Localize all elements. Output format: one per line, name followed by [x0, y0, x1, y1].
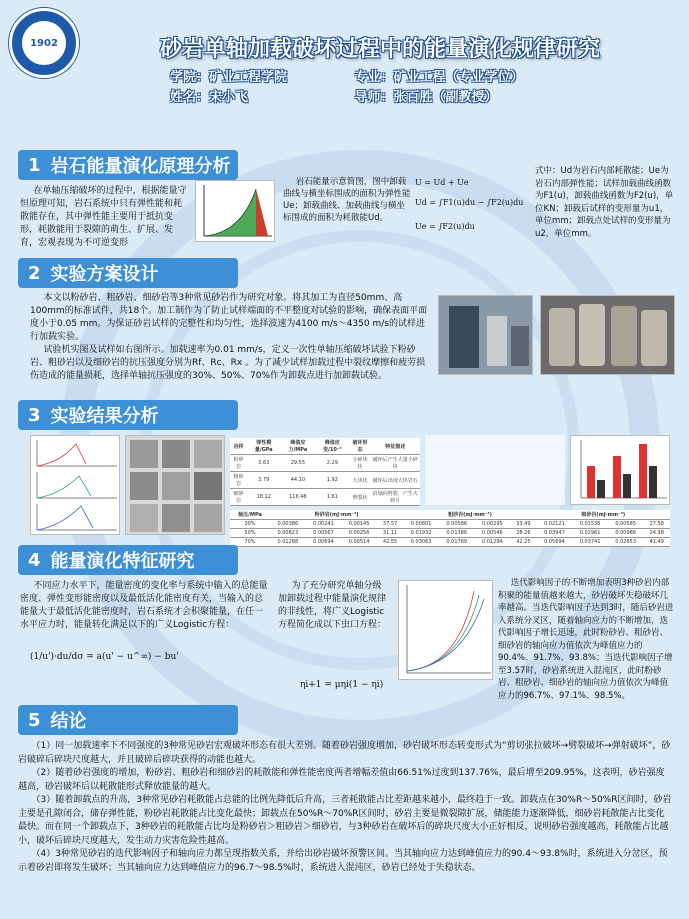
table-cell: 0.01294: [475, 538, 511, 547]
s2-paragraph-2: 试验机实图及试样如右图所示。加载速率为0.01 mm/s，定义一次性单轴压缩破坏试验下粉砂岩、粗砂岩以及细砂岩的抗压强度分别为Rf、Rc、Rx 。为了减少试样加载过程中裂纹摩擦和疲劳损伤造成的能量损耗，选择单轴抗压强度的30%、50%、70%作为卸载点进行加卸载试验。: [30, 345, 426, 381]
s1-legend: [535, 165, 675, 240]
s4-paragraph-1: [20, 580, 270, 632]
table-cell: 0.00386: [270, 520, 306, 529]
table-cell: 1.61: [315, 489, 349, 506]
s4-paragraph-3: [498, 577, 676, 702]
energy-diagram: [195, 180, 275, 242]
s4-p2-text: 为了充分研究单轴分级加卸载过程中能量演化规律的非线性，将广义Logistic方程简化成以下虫口方程：: [278, 581, 387, 630]
t1-header-cell: 破坏形态: [350, 438, 371, 455]
table-cell: 0.02653: [608, 538, 644, 547]
table-cell: 70%: [230, 538, 270, 547]
table-cell: 3.63: [247, 455, 281, 472]
name-label: 姓名：宋小飞: [170, 90, 249, 105]
section-2-header: [18, 258, 238, 288]
table-cell: 0.00585: [608, 520, 644, 529]
table-cell: 30%: [230, 520, 270, 529]
table-cell: 0.00567: [306, 529, 342, 538]
conclusion-item: （1）同一加载速率下不同强度的3种常见砂岩宏观破坏形态有很大差别。随着砂岩强度增加，砂岩破坏形态转变形式为“剪切张拉破坏→劈裂破坏→弹射破坏”，砂岩破碎后碎块尺度越大，并且破碎后碎块获得的动能也越大。: [18, 741, 671, 765]
table-cell: 2.29: [315, 455, 349, 472]
s1-intro-text: 在单轴压缩破坏的过程中，根据能量守恒原理可知，岩石系统中只有弹性能和耗散能存在，其中弹性能主要用于抵抗变形，耗散能用于裂隙的萌生、扩展、发育，宏观表现为不可逆变形: [20, 186, 187, 248]
table-cell: 0.05694: [537, 538, 573, 547]
table-row: [230, 455, 420, 472]
table-cell: 大块状: [350, 472, 371, 489]
table-row: [230, 489, 420, 506]
poster-header: [0, 0, 689, 115]
table-row: [230, 520, 670, 529]
table-row: [230, 538, 670, 547]
table-cell: 0.00295: [475, 520, 511, 529]
table-cell: 0.00514: [341, 538, 377, 547]
section-1-header: [18, 150, 238, 180]
t1-header-cell: 峰值应力/MPa: [281, 438, 316, 455]
advisor-label: 导师：张百胜（副教授）: [354, 90, 498, 105]
major-label: 专业：矿业工程（专业学位）: [354, 70, 524, 85]
energy-density-table: [230, 510, 670, 547]
s4-p3-text: 迭代影响因子的不断增加表明3种砂岩内部积聚的能量值越来越大，砂岩破坏失稳破坏几率越高。当迭代影响因子达到3时，随后砂岩进入系统分叉区，随着轴向应力的不断增加，迭代影响因子增长迅速，此时粉砂岩、粗砂岩、细砂岩的轴向应力值依次为峰值应力的90.4%、91.7%、93.8%；当迭代影响因子增至3.57时，砂岩系统进入混沌区，此时粉砂岩、粗砂岩、细砂岩的轴向应力值依次为峰值应力的96.7%、97.1%、98.5%。: [498, 578, 674, 701]
section-3-number: 3: [28, 404, 41, 426]
table-cell: 0.01536: [572, 520, 608, 529]
section-1-number: 1: [28, 154, 41, 176]
formula-dissipated-energy: Ud = ∫F1(u)du − ∫F2(u)du: [415, 198, 524, 207]
table-cell: 0.00256: [341, 529, 377, 538]
table-cell: 0.01932: [403, 529, 439, 538]
table-cell: 0.00586: [439, 520, 475, 529]
section-5-header: [18, 705, 238, 735]
stress-strain-plots: [30, 435, 120, 535]
energy-bar-chart: [570, 435, 670, 505]
table-cell: 0.00823: [270, 529, 306, 538]
logo-year: 1902: [22, 21, 66, 65]
info-row-2: [170, 86, 498, 105]
logistic-map-equation: ηi+1 = μηi(1 − ηi): [300, 680, 384, 690]
college-label: 学院：矿业工程学院: [170, 70, 288, 85]
t2-header-cell: 粉砂岩(mJ·mm⁻³): [270, 510, 403, 520]
table-cell: 沿轴向劈裂，产生大碎片: [370, 489, 420, 506]
table-cell: 细砂岩: [230, 489, 247, 506]
s4-paragraph-2: [278, 580, 390, 632]
table-cell: 24.98: [644, 529, 671, 538]
section-4-header: [18, 545, 238, 575]
table-cell: 27.58: [644, 520, 671, 529]
table-cell: 破坏后产生大量小碎块: [370, 455, 420, 472]
section-4-number: 4: [28, 549, 41, 571]
t2-header-cell: 细砂岩(mJ·mm⁻³): [537, 510, 670, 520]
sandstone-specimens-photo: [540, 295, 675, 375]
table-cell: 0.03741: [572, 538, 608, 547]
table-cell: 小碎块状: [350, 455, 371, 472]
table-cell: 劈裂状: [350, 489, 371, 506]
table-cell: 0.00241: [306, 520, 342, 529]
info-row-1: [170, 66, 524, 85]
table-row: [230, 472, 420, 489]
s1-caption-text: 岩石能量示意简图，图中卸载曲线与横坐标围成的面积为弹性能Ue；卸载曲线、加载曲线与横坐标围成的面积为耗散能Ud。: [283, 177, 411, 223]
table-cell: 破坏后出现大块岩石: [370, 472, 420, 489]
section-2-title: 实验方案设计: [50, 264, 159, 285]
table-cell: 0.00986: [608, 529, 644, 538]
table-cell: 粗砂岩: [230, 472, 247, 489]
table-cell: 42.55: [377, 538, 403, 547]
table-cell: 3.79: [247, 472, 281, 489]
section-3-title: 实验结果分析: [50, 406, 159, 427]
testing-machine-photo: [438, 295, 533, 375]
table-cell: 0.01288: [270, 538, 306, 547]
mechanical-properties-table: [230, 438, 420, 506]
section-1-title: 岩石能量演化原理分析: [50, 156, 231, 177]
section-2-number: 2: [28, 262, 41, 284]
university-logo: [9, 8, 79, 78]
section-5-number: 5: [28, 709, 41, 731]
t1-header-cell: 岩样: [230, 438, 247, 455]
table-cell: 0.01386: [439, 529, 475, 538]
table-cell: 29.55: [281, 455, 316, 472]
t2-header-cell: 粗砂岩(mJ·mm⁻³): [403, 510, 536, 520]
energy-ratio-table: [425, 435, 565, 505]
s1-legend-text: 式中：Ud为岩石内部耗散能；Ue为岩石内部弹性能；试样加载曲线函数为F1(u)，卸载曲线函数为F2(u)，单位KN；卸载后试样的变形量为u1，单位mm；卸载点处试样的变形量为u2，单位mm。: [535, 166, 674, 239]
table-row: [230, 529, 670, 538]
t2-header-cell: 轴压/MPa: [230, 510, 270, 520]
table-cell: 116.48: [281, 489, 316, 506]
formula-elastic-energy: Ue = ∫F2(u)du: [415, 222, 475, 231]
logistic-equation: (1/u')·du/dσ = a(u' − u^∞) − bu': [30, 652, 179, 662]
table-cell: 0.00145: [341, 520, 377, 529]
s1-diagram-caption: [283, 176, 411, 224]
bifurcation-chart: [398, 580, 493, 680]
table-cell: 0.00694: [306, 538, 342, 547]
table-cell: 33.49: [510, 520, 536, 529]
formula-total-energy: U = Ud + Ue: [415, 178, 469, 187]
table-cell: 0.00546: [475, 529, 511, 538]
conclusion-item: （2）随着砂岩强度的增加，粉砂岩、粗砂岩和细砂岩的耗散能和弹性能密度两者增幅差值由66.51%过度到137.76%，最后增至209.95%，这表明，砂岩强度越高，砂岩破坏后以耗散能形式释放能量的越大。: [18, 768, 665, 792]
conclusion-item: （3）随着卸载点的升高，3种常见砂岩耗散能占总能的比例先降低后升高，三者耗散能占比差距越来越小，最终趋于一致。卸载点在30%R～50%R区间时，砂岩主要是孔隙闭合，储存弹性能，粉砂岩耗散能占比变化最快；卸载点在50%R～70%R区间时，砂岩主要是微裂隙扩展，储能能力逐渐降低，细砂岩耗散能占比变化最快。而在同一个卸载点下，3种砂岩的耗散能占比均是粉砂岩＞粗砂岩＞细砂岩，与3种砂岩在破坏后的碎块尺度大小正好相反，说明砂岩强度越高，耗散能占比越小，破坏后碎块尺度越大，发生动力灾害危险性越高。: [18, 795, 672, 846]
table-cell: 0.03063: [403, 538, 439, 547]
table-cell: 50%: [230, 529, 270, 538]
table-cell: 0.01769: [439, 538, 475, 547]
table-cell: 0.00801: [403, 520, 439, 529]
t1-header-cell: 峰值应变/10⁻³: [315, 438, 349, 455]
section-5-title: 结论: [50, 711, 87, 732]
poster-title: 砂岩单轴加载破坏过程中的能量演化规律研究: [159, 37, 600, 62]
table-cell: 0.02121: [537, 520, 573, 529]
table-cell: 18.12: [247, 489, 281, 506]
s4-p1-text: 不同应力水平下，能量密度的变化率与系统中输入的总能量密度、弹性变形能密度以及最低活化能密度有关，当输入的总能量大于最低活化能密度时，岩石系统才会积聚能量，在任一水平应力时，能量转化满足以下的广义Logistic方程：: [20, 581, 268, 630]
t1-header-cell: 弹性模量/GPa: [247, 438, 281, 455]
table-cell: 0.02961: [572, 529, 608, 538]
table-cell: 1.92: [315, 472, 349, 489]
failure-specimens-photos: [125, 435, 225, 535]
table-cell: 粉砂岩: [230, 455, 247, 472]
table-cell: 41.49: [644, 538, 671, 547]
section-4-title: 能量演化特征研究: [50, 551, 195, 572]
table-cell: 0.03947: [537, 529, 573, 538]
conclusion-list: [18, 740, 672, 875]
s2-paragraph-1: 本文以粉砂岩、粗砂岩、细砂岩等3种常见砂岩作为研究对象。将其加工为直径50mm、高100mm的标准试件，共18个。加工制作为了防止试样端面的不平整度对试验的影响，确保表面平面度小于0.05 mm。为保证砂岩试样的完整性和均匀性，选择波速为4100 m/s～4350 m/s的试样进行加载实验。: [30, 293, 428, 342]
table-cell: 44.10: [281, 472, 316, 489]
table-cell: 31.11: [377, 529, 403, 538]
table-cell: 42.25: [510, 538, 536, 547]
s1-intro: [20, 185, 188, 250]
conclusion-item: （4）3种常见砂岩的迭代影响因子和轴向应力都呈现指数关系，并给出砂岩破坏预警区间。当其轴向应力达到峰值应力的90.4～93.8%时，系统进入分岔区，预示着砂岩即将发生破坏；当其轴向应力达到峰值应力的96.7～98.5%时，系统进入混沌区，砂岩已经处于失稳状态。: [18, 849, 668, 873]
table-cell: 28.26: [510, 529, 536, 538]
t1-header-cell: 特征描述: [370, 438, 420, 455]
table-cell: 37.57: [377, 520, 403, 529]
section-3-header: [18, 400, 238, 430]
s2-text: [30, 292, 430, 383]
